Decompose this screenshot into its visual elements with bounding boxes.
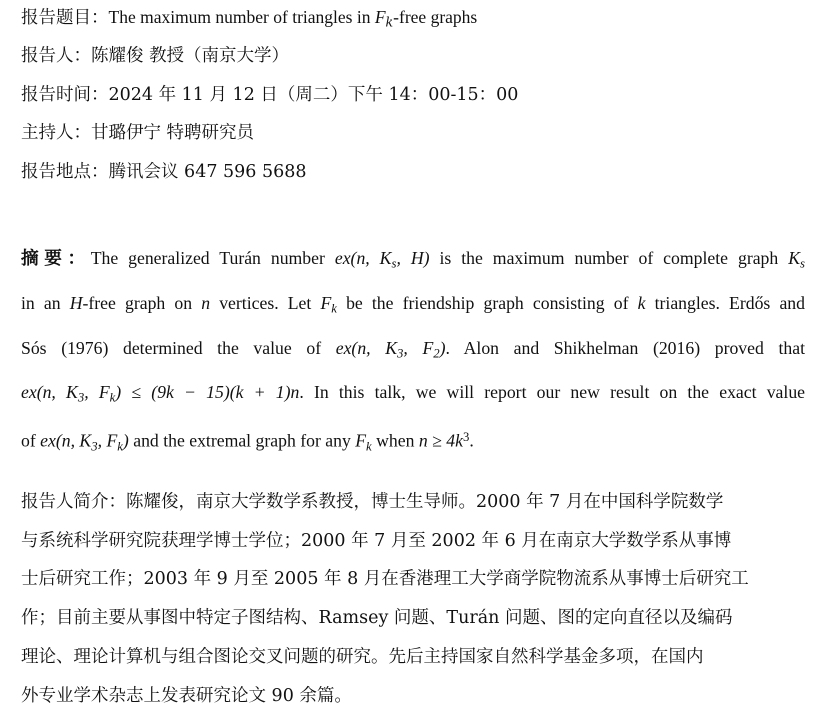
- report-title-sub: k: [385, 14, 394, 30]
- abstract-math: , F: [84, 382, 110, 402]
- abstract-text: vertices. Let: [210, 293, 321, 313]
- abstract-text: -free graph on: [82, 293, 202, 313]
- abstract-math-sub: 3: [397, 346, 404, 361]
- abstract-line-2: [21, 291, 805, 321]
- abstract-math-sub: k: [331, 301, 337, 316]
- abstract-math: n: [201, 293, 211, 313]
- abstract-math-sub: k: [366, 439, 372, 454]
- bio-line: 与系统科学研究院获理学博士学位；2000 年 7 月至 2002 年 6 月在南京大学数学系从事博: [21, 531, 732, 551]
- abstract-math: ) ≤ (9k − 15)(k + 1)n: [115, 382, 300, 402]
- host-value: 甘璐伊宁 特聘研究员: [91, 123, 255, 143]
- abstract-text: when: [371, 430, 419, 451]
- bio-line: 作；目前主要从事图中特定子图结构、Ramsey 问题、Turán 问题、图的定向直径以及编码: [21, 608, 733, 628]
- abstract-text: is the maximum number of complete graph: [429, 248, 789, 268]
- host-line: [21, 121, 254, 145]
- abstract-math: , F: [403, 338, 434, 358]
- report-title-text: The maximum number of triangles in: [108, 7, 375, 27]
- abstract-math-sub: s: [800, 256, 805, 271]
- abstract-math-sub: 3: [77, 390, 85, 405]
- time-label: 报告时间：: [21, 85, 109, 105]
- host-label: 主持人：: [21, 123, 91, 143]
- abstract-text: be the friendship graph consisting of: [336, 293, 638, 313]
- abstract-math: ex(n, K: [40, 430, 92, 451]
- bio-line: 外专业学术杂志上发表研究论文 90 余篇。: [21, 686, 352, 706]
- abstract-text: and the extremal graph for any: [128, 430, 356, 451]
- abstract-math-sub: k: [109, 390, 116, 405]
- time-value: 2024 年 11 月 12 日（周二）下午 14：00-15：00: [108, 85, 519, 105]
- abstract-math-sub: s: [391, 256, 397, 271]
- speaker-line: [21, 44, 289, 68]
- speaker-label: 报告人：: [21, 46, 91, 66]
- abstract-math: ): [122, 430, 129, 451]
- abstract-math: H: [69, 293, 83, 313]
- abstract-line-1: [21, 246, 805, 276]
- abstract-line-5: [21, 425, 805, 458]
- abstract-math: n ≥ 4k: [418, 430, 463, 451]
- abstract-text: of: [21, 430, 41, 451]
- report-title-var: F: [374, 7, 386, 27]
- report-title-line: [21, 5, 477, 35]
- report-title-tail: -free graphs: [393, 7, 478, 27]
- abstract-math: ex(n, K: [21, 382, 78, 402]
- report-title-label: 报告题目：: [21, 8, 109, 28]
- bio-line: 报告人简介：陈耀俊，南京大学数学系教授，博士生导师。2000 年 7 月在中国科学院数学: [21, 492, 724, 512]
- abstract-math: K: [788, 248, 801, 268]
- abstract-math: ex(n, K: [335, 338, 398, 358]
- abstract-math-sub: 2: [433, 346, 440, 361]
- bio-line: 士后研究工作；2003 年 9 月至 2005 年 8 月在香港理工大学商学院物流系从事博士后研究工: [21, 569, 749, 589]
- abstract-text: Sós (1976) determined the value of: [21, 338, 336, 358]
- abstract-math: ): [439, 338, 446, 358]
- abstract-math: F: [355, 430, 367, 451]
- time-line: [21, 83, 518, 107]
- abstract-text: The generalized Turán number: [90, 248, 335, 268]
- abstract-math-sub: k: [117, 439, 123, 454]
- place-line: [21, 160, 307, 184]
- abstract-math-sub: 3: [91, 439, 98, 454]
- abstract-math: F: [320, 293, 332, 313]
- abstract-line-4: [21, 380, 805, 410]
- abstract-text: .: [469, 430, 474, 451]
- abstract-text: in an: [21, 293, 70, 313]
- abstract-math: k: [637, 293, 646, 313]
- place-value: 腾讯会议 647 596 5688: [108, 162, 307, 182]
- speaker-value: 陈耀俊 教授（南京大学）: [91, 46, 290, 66]
- abstract-text: triangles. Erdős and: [645, 293, 805, 313]
- abstract-line-3: [21, 336, 805, 366]
- abstract-text: . In this talk, we will report our new result on the exact value: [299, 382, 806, 402]
- abstract-label: 摘要：: [21, 248, 91, 268]
- abstract-math: , H): [396, 248, 430, 268]
- abstract-math: , F: [97, 430, 118, 451]
- abstract-math-sup: 3: [462, 430, 470, 444]
- abstract-text: . Alon and Shikhelman (2016) proved that: [445, 338, 806, 358]
- place-label: 报告地点：: [21, 162, 109, 182]
- abstract-math: ex(n, K: [334, 248, 392, 268]
- bio-line: 理论、理论计算机与组合图论交叉问题的研究。先后主持国家自然科学基金多项，在国内: [21, 647, 704, 667]
